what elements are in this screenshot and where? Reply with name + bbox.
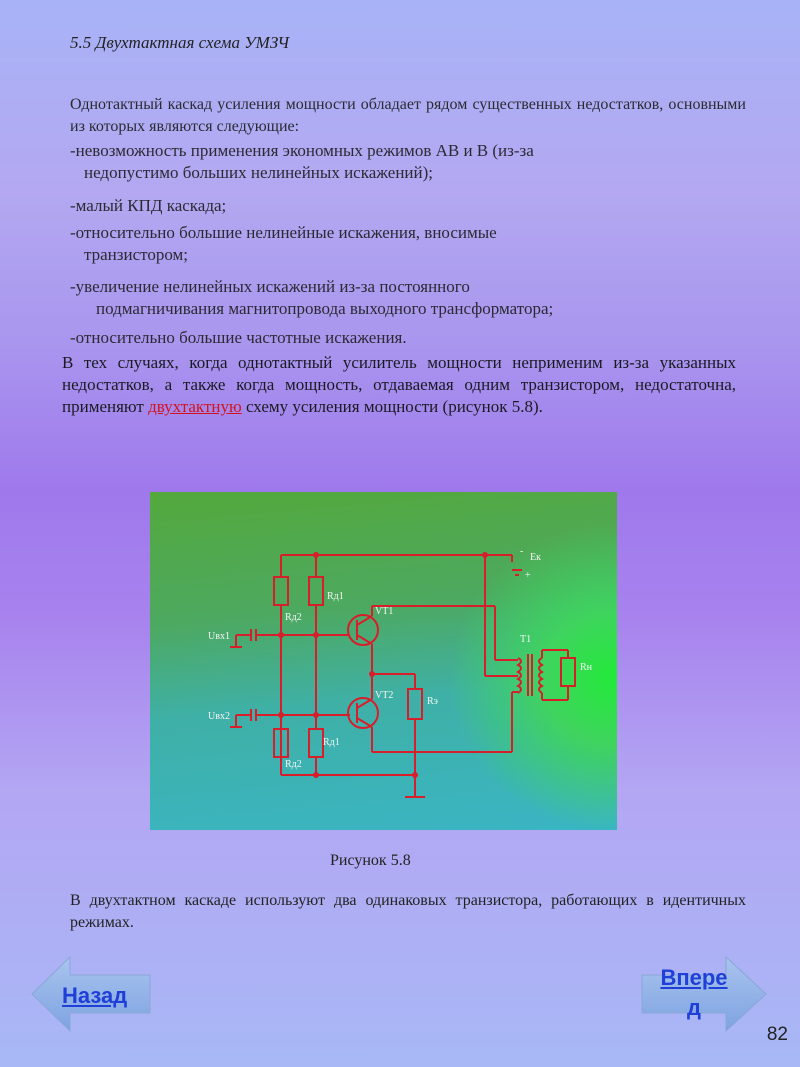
paragraph-text: схему усиления мощности (рисунок 5.8).: [241, 397, 543, 416]
list-item-line: недопустимо больших нелинейных искажений);: [84, 163, 434, 182]
list-item: [70, 276, 750, 320]
circuit-labels: [208, 546, 593, 770]
list-item-line: -относительно большие нелинейные искажения, вносимые: [70, 223, 497, 242]
label-rd1-bottom: Rд1: [323, 737, 340, 748]
label-rd2-bottom: Rд2: [285, 759, 302, 770]
section-title: 5.5 Двухтактная схема УМЗЧ: [70, 33, 290, 52]
circuit-figure: [150, 492, 617, 830]
label-rn: Rн: [580, 662, 593, 673]
list-item-line: -увеличение нелинейных искажений из-за постоянного: [70, 277, 470, 296]
label-ek: Eк: [530, 552, 541, 563]
list-item-line: -относительно большие частотные искажения.: [70, 328, 407, 347]
list-item: [70, 327, 750, 349]
list-item-line: -невозможность применения экономных режимов АВ и В (из-за: [70, 141, 534, 160]
paragraph-text: В тех случаях, когда однотактный усилитель мощности неприменим из-за указанных недостатков, а также когда мощность, отдаваемая одним транзистором, недостаточна, применяют: [62, 353, 736, 416]
highlighted-term: двухтактную: [148, 397, 242, 416]
list-item: [70, 222, 750, 266]
label-vt2: VT2: [375, 690, 394, 701]
label-minus: -: [520, 546, 524, 557]
list-item: [70, 195, 750, 217]
intro-text: Однотактный каскад усиления мощности обладает рядом существенных недостатков, основными из которых являются следующие:: [70, 96, 746, 135]
label-t1: T1: [520, 634, 532, 645]
forward-button[interactable]: [640, 955, 768, 1033]
label-plus: +: [525, 570, 531, 581]
label-rd1-top: Rд1: [327, 591, 344, 602]
back-label: Назад: [62, 983, 128, 1008]
forward-label: [656, 963, 732, 1023]
figure-caption: Рисунок 5.8: [330, 852, 411, 869]
list-item-line: транзистором;: [84, 245, 189, 264]
label-uvx1: Uвх1: [208, 631, 230, 642]
list-item-line: -малый КПД каскада;: [70, 196, 227, 215]
circuit-diagram: [150, 492, 617, 830]
back-button[interactable]: [30, 955, 152, 1033]
list-item-line: подмагничивания магнитопровода выходного трансформатора;: [96, 299, 554, 318]
bottom-text: В двухтактном каскаде используют два одинаковых транзистора, работающих в идентичных режимах.: [70, 892, 746, 931]
forward-label-line1: Впере: [660, 965, 728, 990]
paragraph: [62, 352, 736, 418]
forward-label-line2: д: [687, 995, 701, 1020]
page-number: 82: [766, 1024, 788, 1045]
wires: [230, 555, 575, 797]
label-rd2-top: Rд2: [285, 612, 302, 623]
label-uvx2: Uвх2: [208, 711, 230, 722]
list-item: [70, 140, 750, 184]
label-re: Rэ: [427, 696, 438, 707]
label-vt1: VT1: [375, 606, 394, 617]
